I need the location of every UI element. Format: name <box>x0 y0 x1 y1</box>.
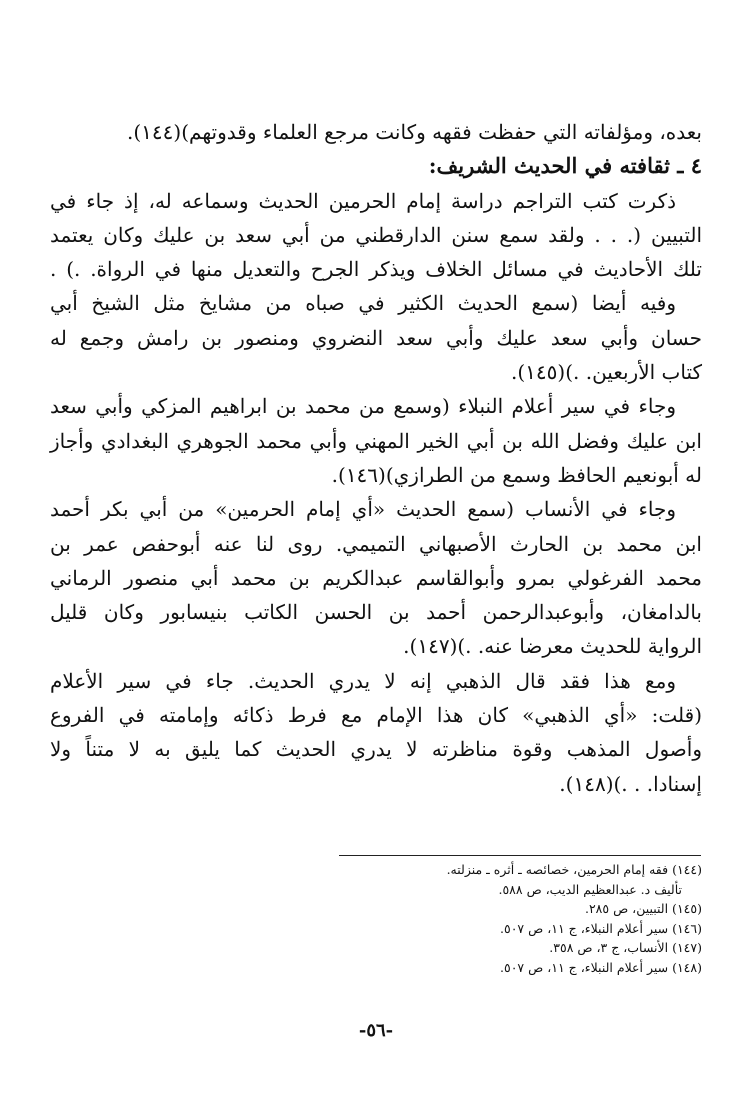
footnote-147: (١٤٧) الأنساب، ج ٣، ص ٣٥٨. <box>549 940 702 955</box>
footnote-148: (١٤٨) سير أعلام النبلاء، ج ١١، ص ٥٠٧. <box>500 959 702 975</box>
text-line: وأصول المذهب وقوة مناظرته لا يدري الحديث كما يليق به لا متناً ولا <box>50 737 702 762</box>
text-line: بالدامغان، وأبوعبدالرحمن أحمد بن الحسن الكاتب بنيسابور وكان قليل <box>50 600 702 625</box>
text-line: الرواية للحديث معرضا عنه. .)(١٤٧). <box>403 634 702 659</box>
text-line: ابن عليك وفضل الله بن أبي الخير المهني وأبي محمد الجوهري البغدادي وأجاز <box>50 428 702 453</box>
footnote-145: (١٤٥) التبيين، ص ٢٨٥. <box>584 901 702 916</box>
text-line: ومع هذا فقد قال الذهبي إنه لا يدري الحديث. جاء في سير الأعلام <box>50 668 676 693</box>
footnote-146: (١٤٦) سير أعلام النبلاء، ج ١١، ص ٥٠٧. <box>500 920 702 936</box>
section-heading: ٤ ـ ثقافته في الحديث الشريف: <box>428 153 702 179</box>
footnotes <box>202 860 702 977</box>
text-line: محمد الفرغولي بمرو وأبوالقاسم عبدالكريم بن محمد أبي منصور الرماني <box>50 565 702 590</box>
text-line: (قلت: «أي الذهبي» كان هذا الإمام مع فرط ذكائه وإمامته في الفروع <box>50 703 702 728</box>
text-line: كتاب الأربعين. .)(١٤٥). <box>510 360 702 385</box>
page-number: -٥٦- <box>358 1020 394 1041</box>
footnote-divider <box>339 855 701 856</box>
text-line: وفيه أيضا (سمع الحديث الكثير في صباه من مشايخ مثل الشيخ أبي <box>50 291 676 316</box>
text-line: حسان وأبي سعد عليك وأبي سعد النضروي ومنصور بن رامش وجمع له <box>50 325 702 350</box>
text-line: ذكرت كتب التراجم دراسة إمام الحرمين الحديث وسماعه له، إذ جاء في <box>50 188 676 213</box>
text-line: له أبونعيم الحافظ وسمع من الطرازي)(١٤٦). <box>331 462 702 487</box>
text-line: وجاء في سير أعلام النبلاء (وسمع من محمد بن ابراهيم المزكي وأبي سعد <box>50 394 676 419</box>
text-line: إسنادا. . .)(١٤٨). <box>559 771 702 796</box>
text-line: بعده، ومؤلفاته التي حفظت فقهه وكانت مرجع العلماء وقدوتهم)(١٤٤). <box>127 120 702 144</box>
text-line: التبيين (. . . ولقد سمع سنن الدارقطني من أبي سعد بن عليك وكان يعتمد <box>50 222 702 247</box>
footnote-144-continuation: تأليف د. عبدالعظيم الديب، ص ٥٨٨. <box>498 881 682 897</box>
text-line: تلك الأحاديث في مسائل الخلاف ويذكر الجرح والتعديل منها في الرواة. .) . <box>50 257 702 282</box>
text-line: وجاء في الأنساب (سمع الحديث «أي إمام الحرمين» من أبي بكر أحمد <box>50 497 676 522</box>
main-text <box>50 115 702 801</box>
footnote-144: (١٤٤) فقه إمام الحرمين، خصائصه ـ أثره ـ منزلته. <box>446 862 702 877</box>
text-line: ابن محمد بن الحارث الأصبهاني التميمي. روى لنا عنه أبوحفص عمر بن <box>50 531 702 556</box>
